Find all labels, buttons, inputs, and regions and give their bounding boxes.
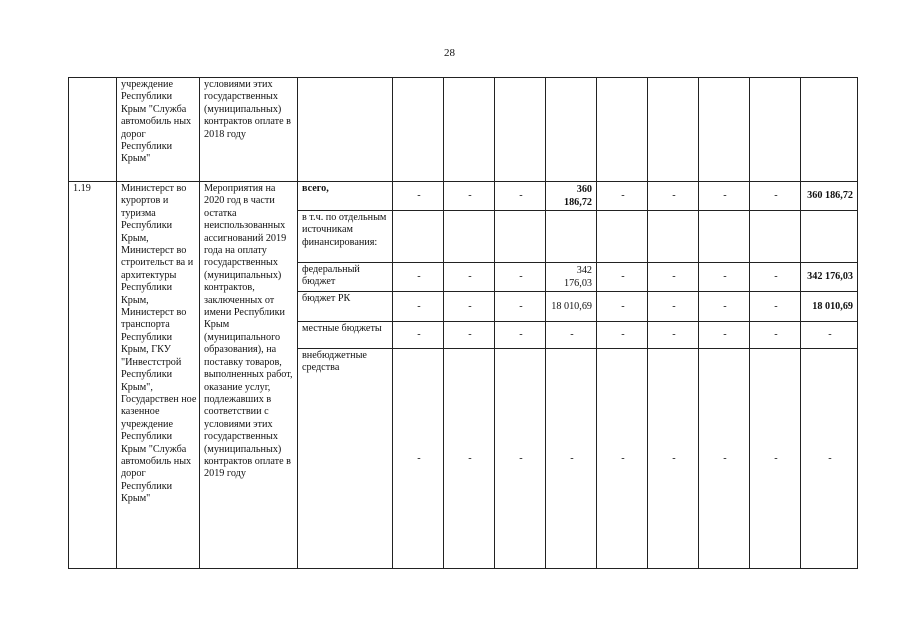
source-label: в т.ч. по отдельным источникам финансирования:	[298, 211, 393, 263]
source-label: бюджет РК	[298, 292, 393, 322]
page-number: 28	[444, 47, 455, 59]
table-row-federal: федеральный бюджет - - - 342 176,03 - - - - 342 176,03	[69, 263, 858, 292]
total-cell: -	[801, 322, 858, 349]
total-cell: -	[801, 349, 858, 569]
source-label: местные бюджеты	[298, 322, 393, 349]
row-index: 1.19	[69, 182, 117, 569]
table-row-local: местные бюджеты - - - - - - - - -	[69, 322, 858, 349]
value-cell: -	[546, 322, 597, 349]
desc-cell: Мероприятия на 2020 год в части остатка неиспользованных ассигнований 2019 года на оплату государственных (муниципальных) контрактов, заключенных от имени Республики Крым (муниципального образования), на поставку товаров, выполненных работ, оказание услуг, подлежавших в соответствии с условиями этих государственных (муниципальных) контрактов оплате в 2019 году	[200, 182, 298, 569]
index-cell	[69, 78, 117, 182]
total-cell: 360 186,72	[801, 182, 858, 211]
funding-table	[68, 77, 858, 569]
source-label: федеральный бюджет	[298, 263, 393, 292]
value-cell: 360 186,72	[546, 182, 597, 211]
desc-cell: условиями этих государственных (муниципальных) контрактов оплате в 2018 году	[200, 78, 298, 182]
table-row-prev	[69, 78, 858, 182]
table-row-total: 1.19 Министерст во курортов и туризма Республики Крым, Министерст во строительст ва и архитектуры Республики Крым, Министерст во транспорта Республики Крым, ГКУ "Инвестстрой Республики Крым", Государствен ное казенное учреждение Республики Крым "Служба автомобиль ных дорог Республики Крым" Мероприятия на 2020 год в части остатка неиспользованных ассигнований 2019 года на оплату государственных (муниципальных) контрактов, заключенных от имени Республики Крым (муниципального образования), на поставку товаров, выполненных работ, оказание услуг, подлежавших в соответствии с условиями этих государственных (муниципальных) контрактов оплате в 2019 году всего, - - - 360 186,72 - - - - 360 186,72	[69, 182, 858, 211]
value-cell: 342 176,03	[546, 263, 597, 292]
source-label: внебюджетные средства	[298, 349, 393, 569]
total-cell: 18 010,69	[801, 292, 858, 322]
total-cell: 342 176,03	[801, 263, 858, 292]
org-cell: Министерст во курортов и туризма Республики Крым, Министерст во строительст ва и архитектуры Республики Крым, Министерст во транспорта Республики Крым, ГКУ "Инвестстрой Республики Крым", Государствен ное казенное учреждение Республики Крым "Служба автомобиль ных дорог Республики Крым"	[117, 182, 200, 569]
org-cell: учреждение Республики Крым "Служба автомобиль ных дорог Республики Крым"	[117, 78, 200, 182]
value-cell: 18 010,69	[546, 292, 597, 322]
source-label: всего,	[298, 182, 393, 211]
value-cell: -	[546, 349, 597, 569]
table-row-regional: бюджет РК - - - 18 010,69 - - - - 18 010,69	[69, 292, 858, 322]
table-row-offbudget: внебюджетные средства - - - - - - - - -	[69, 349, 858, 569]
